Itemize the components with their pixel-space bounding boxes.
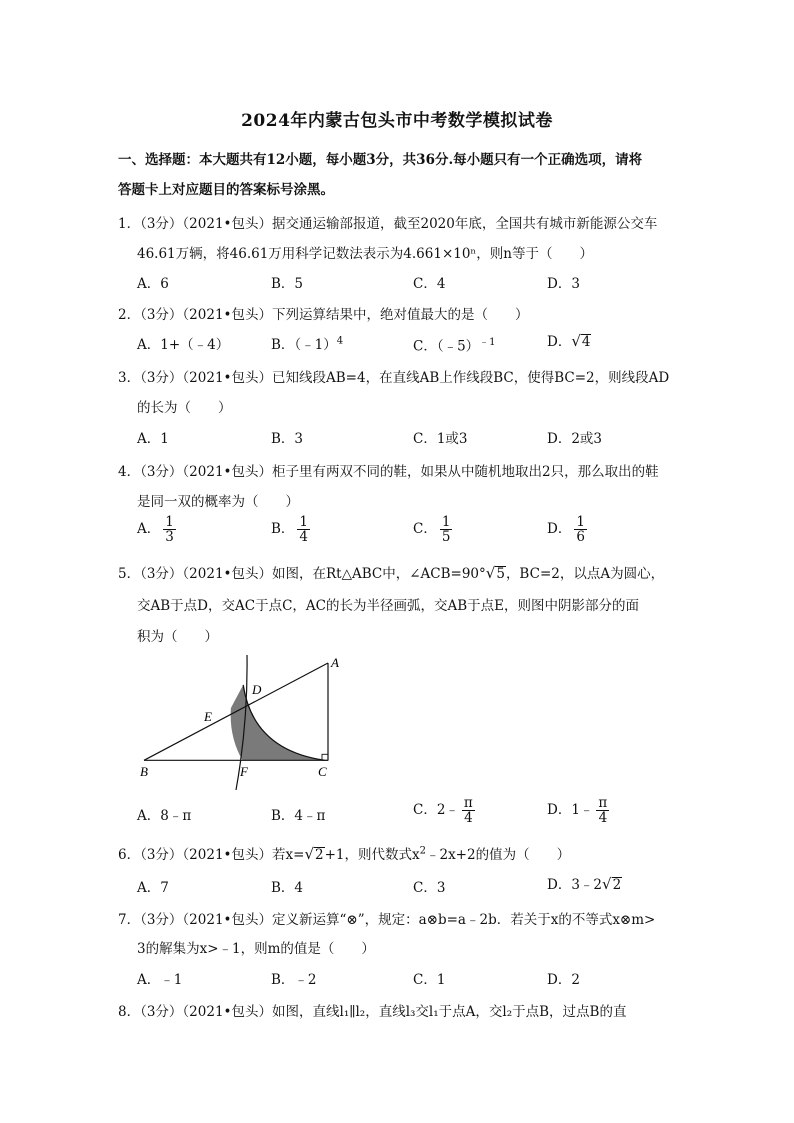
q5-stem-line3: 积为（ ）: [137, 629, 218, 645]
q7-stem-line1: 7．（3分）（2021•包头）定义新运算“⊗”，规定：a⊗b=a﹣2b．若关于x的不等式x⊗m>: [118, 912, 656, 928]
q6-exponent: 2: [419, 845, 426, 857]
q8-stem-line1: 8．（3分）（2021•包头）如图，直线l₁∥l₂，直线l₃交l₁于点A，交l₂于点B，过点B的直: [118, 1004, 627, 1020]
denominator: 4: [464, 810, 473, 827]
numerator: 1: [576, 514, 585, 530]
q6-option-d-label: D．3﹣2: [547, 877, 603, 893]
q2-option-c-exponent: ﹣1: [479, 337, 496, 348]
q5-option-d-label: D．1﹣: [547, 802, 594, 819]
fraction: [596, 796, 609, 825]
q5-stem-line1-part2: ，BC=2，以点A为圆心，: [505, 566, 665, 582]
fraction: [440, 515, 453, 544]
q2-option-d: [547, 330, 591, 350]
q6-option-c: C．3: [413, 880, 446, 896]
q6-stem-line1: [118, 843, 570, 863]
q5-option-b: B．4﹣π: [271, 808, 326, 824]
section-heading-line1: 一、选择题：本大题共有12小题，每小题3分，共36分.每小题只有一个正确选项，请将: [118, 152, 643, 168]
point-label-e: E: [204, 709, 212, 724]
vertex-label-c: C: [318, 764, 327, 779]
q2-option-b-base: B．（﹣1）: [271, 337, 337, 353]
q5-stem-line1-part1: 5．（3分）（2021•包头）如图，在Rt△ABC中，∠ACB=90°: [118, 566, 486, 582]
q1-option-a: A．6: [137, 276, 169, 292]
q4-option-b: [271, 515, 310, 544]
q2-option-d-label: D．: [547, 334, 572, 350]
q1-stem-line2: 46.61万辆，将46.61万用科学记数法表示为4.661×10ⁿ，则n等于（ ）: [137, 246, 593, 262]
denominator: 4: [299, 529, 309, 546]
q4-option-c: [413, 515, 452, 544]
denominator: 3: [165, 529, 174, 546]
q4-option-b-label: B．: [271, 521, 295, 538]
q6-option-d: [547, 873, 622, 893]
q7-option-d: D．2: [547, 972, 580, 988]
q4-option-a-label: A．: [137, 521, 161, 538]
page-title: 2024年内蒙古包头市中考数学模拟试卷: [241, 111, 553, 131]
q1-option-d: D．3: [547, 276, 580, 292]
numerator: π: [463, 795, 473, 811]
point-label-d: D: [252, 682, 262, 697]
q7-option-b: B．﹣2: [271, 972, 317, 988]
q4-option-a: [137, 515, 176, 544]
sqrt-symbol: √ 2: [304, 845, 324, 864]
section-heading-line2: 答题卡上对应题目的答案标号涂黑。: [118, 182, 334, 198]
q4-option-d: [547, 515, 587, 544]
fraction: [574, 515, 587, 544]
q3-option-c: C．1或3: [413, 431, 468, 447]
fraction: [163, 515, 176, 544]
q1-option-c: C．4: [413, 276, 446, 292]
q3-stem-line2: 的长为（ ）: [137, 400, 232, 416]
q3-option-a: A．1: [137, 431, 169, 447]
point-label-f: F: [240, 764, 248, 779]
sqrt-symbol: √ 5: [485, 564, 505, 583]
q6-option-a: A．7: [137, 880, 169, 896]
q4-option-c-label: C．: [413, 521, 437, 538]
q5-triangle-figure: [135, 655, 350, 790]
q2-option-b-exponent: 4: [336, 335, 344, 347]
fraction: [462, 796, 475, 825]
right-angle-mark: [322, 754, 328, 760]
vertex-label-b: B: [140, 764, 148, 779]
q6-option-d-radicand: 2: [612, 877, 622, 894]
q6-stem-part1: 6．（3分）（2021•包头）若x=: [118, 847, 305, 863]
denominator: 6: [576, 529, 585, 546]
q2-option-d-radicand: 4: [581, 334, 591, 351]
q6-radicand: 2: [315, 847, 324, 864]
numerator: 1: [441, 514, 451, 530]
q5-option-d: [547, 796, 609, 825]
q2-stem-line1: 2．（3分）（2021•包头）下列运算结果中，绝对值最大的是（ ）: [118, 307, 529, 323]
q5-option-c: [413, 796, 475, 825]
q2-option-b: [271, 333, 343, 353]
q5-option-c-label: C．2﹣: [413, 802, 459, 819]
q4-stem-line1: 4．（3分）（2021•包头）柜子里有两双不同的鞋，如果从中随机地取出2只，那么取出的鞋: [118, 464, 659, 480]
q7-option-c: C．1: [413, 972, 446, 988]
q2-option-a: A．1+（﹣4）: [137, 337, 230, 353]
q5-stem-line1: [118, 562, 664, 582]
q7-option-a: A．﹣1: [137, 972, 183, 988]
q6-stem-part2: +1，则代数式x: [324, 847, 420, 863]
q2-option-c-base: C．（﹣5）: [413, 338, 480, 355]
denominator: 5: [441, 529, 451, 546]
q3-option-d: D．2或3: [547, 431, 603, 447]
q6-option-b: B．4: [271, 880, 304, 896]
q3-stem-line1: 3．（3分）（2021•包头）已知线段AB=4，在直线AB上作线段BC，使得BC=2，则线段AD: [118, 370, 670, 386]
q4-stem-line2: 是同一双的概率为（ ）: [137, 494, 299, 510]
q3-option-b: B．3: [271, 431, 304, 447]
sqrt-symbol: √ 2: [602, 875, 622, 894]
q6-stem-part3: ﹣2x+2的值为（ ）: [425, 847, 571, 863]
fraction: [297, 515, 310, 544]
q4-option-d-label: D．: [547, 521, 572, 538]
numerator: 1: [299, 514, 309, 530]
q7-stem-line2: 3的解集为x>﹣1，则m的值是（ ）: [137, 941, 375, 957]
vertex-label-a: A: [331, 655, 339, 670]
numerator: 1: [165, 514, 174, 530]
q2-option-c: [413, 333, 496, 355]
q1-stem-line1: 1．（3分）（2021•包头）据交通运输部报道，截至2020年底，全国共有城市新能源公交车: [118, 216, 658, 232]
denominator: 4: [598, 810, 608, 827]
q1-option-b: B．5: [271, 276, 304, 292]
q5-radicand: 5: [496, 566, 505, 583]
numerator: π: [598, 795, 608, 811]
sqrt-symbol: √ 4: [571, 332, 591, 351]
q5-stem-line2: 交AB于点D，交AC于点C，AC的长为半径画弧，交AB于点E，则图中阴影部分的面: [137, 598, 640, 614]
q5-option-a: A．8﹣π: [137, 808, 192, 824]
